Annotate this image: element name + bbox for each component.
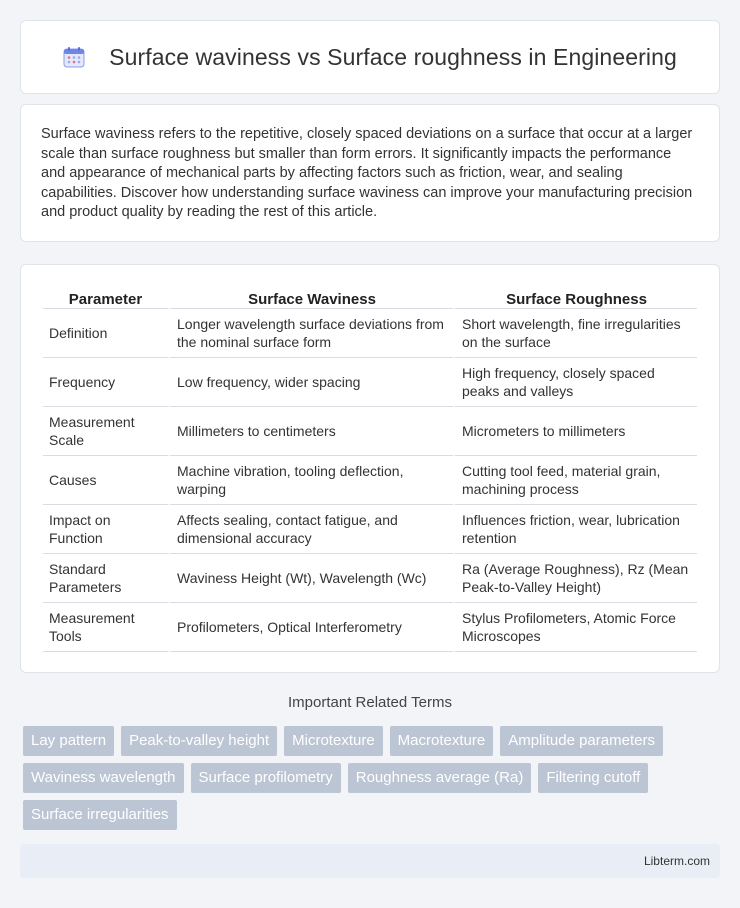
tag-waviness-wavelength[interactable]: Waviness wavelength xyxy=(23,763,184,793)
row-waviness: Profilometers, Optical Interferometry xyxy=(168,603,453,652)
related-terms-list xyxy=(23,726,723,837)
table-row xyxy=(43,505,697,554)
row-roughness: Cutting tool feed, material grain, machining process xyxy=(453,456,697,505)
table-row xyxy=(43,358,697,407)
comparison-table-card xyxy=(20,264,720,673)
row-roughness: Short wavelength, fine irregularities on the surface xyxy=(453,309,697,358)
row-parameter: Standard Parameters xyxy=(43,554,168,603)
tag-macrotexture[interactable]: Macrotexture xyxy=(390,726,494,756)
table-row xyxy=(43,554,697,603)
row-roughness: High frequency, closely spaced peaks and valleys xyxy=(453,358,697,407)
footer xyxy=(20,844,720,878)
row-roughness: Micrometers to millimeters xyxy=(453,407,697,456)
intro-card xyxy=(20,104,720,242)
tag-filtering-cutoff[interactable]: Filtering cutoff xyxy=(538,763,648,793)
calendar-grid-icon xyxy=(63,46,85,68)
related-terms-title: Important Related Terms xyxy=(288,694,452,711)
footer-site-link[interactable]: Libterm.com xyxy=(643,854,710,868)
comparison-table xyxy=(43,285,697,652)
header-card xyxy=(20,20,720,94)
tag-surface-profilometry[interactable]: Surface profilometry xyxy=(191,763,341,793)
row-roughness: Ra (Average Roughness), Rz (Mean Peak-to-Valley Height) xyxy=(453,554,697,603)
table-row xyxy=(43,407,697,456)
table-row xyxy=(43,603,697,652)
tag-microtexture[interactable]: Microtexture xyxy=(284,726,383,756)
header-parameter: Parameter xyxy=(43,285,168,309)
table-row xyxy=(43,309,697,358)
row-parameter: Definition xyxy=(43,309,168,358)
tag-peak-to-valley-height[interactable]: Peak-to-valley height xyxy=(121,726,277,756)
row-parameter: Causes xyxy=(43,456,168,505)
tag-roughness-average[interactable]: Roughness average (Ra) xyxy=(348,763,532,793)
row-parameter: Measurement Scale xyxy=(43,407,168,456)
header-surface-waviness: Surface Waviness xyxy=(168,285,453,309)
row-waviness: Millimeters to centimeters xyxy=(168,407,453,456)
table-header-row xyxy=(43,285,697,309)
header-surface-roughness: Surface Roughness xyxy=(453,285,697,309)
table-row xyxy=(43,456,697,505)
row-parameter: Frequency xyxy=(43,358,168,407)
row-waviness: Low frequency, wider spacing xyxy=(168,358,453,407)
row-roughness: Stylus Profilometers, Atomic Force Microscopes xyxy=(453,603,697,652)
row-waviness: Waviness Height (Wt), Wavelength (Wc) xyxy=(168,554,453,603)
row-parameter: Measurement Tools xyxy=(43,603,168,652)
tag-surface-irregularities[interactable]: Surface irregularities xyxy=(23,800,177,830)
row-waviness: Affects sealing, contact fatigue, and dimensional accuracy xyxy=(168,505,453,554)
tag-lay-pattern[interactable]: Lay pattern xyxy=(23,726,114,756)
tag-amplitude-parameters[interactable]: Amplitude parameters xyxy=(500,726,663,756)
row-parameter: Impact on Function xyxy=(43,505,168,554)
row-roughness: Influences friction, wear, lubrication retention xyxy=(453,505,697,554)
row-waviness: Machine vibration, tooling deflection, warping xyxy=(168,456,453,505)
page-title: Surface waviness vs Surface roughness in Engineering xyxy=(109,43,677,70)
intro-text: Surface waviness refers to the repetitive, closely spaced deviations on a surface that occur at a larger scale than surface roughness but smaller than form errors. It significantly impacts the performance and appearance of mechanical parts by affecting factors such as friction, wear, and sealing capabilities. Discover how understanding surface waviness can improve your manufacturing precision and product quality by reading the rest of this article. xyxy=(41,126,693,221)
row-waviness: Longer wavelength surface deviations from the nominal surface form xyxy=(168,309,453,358)
